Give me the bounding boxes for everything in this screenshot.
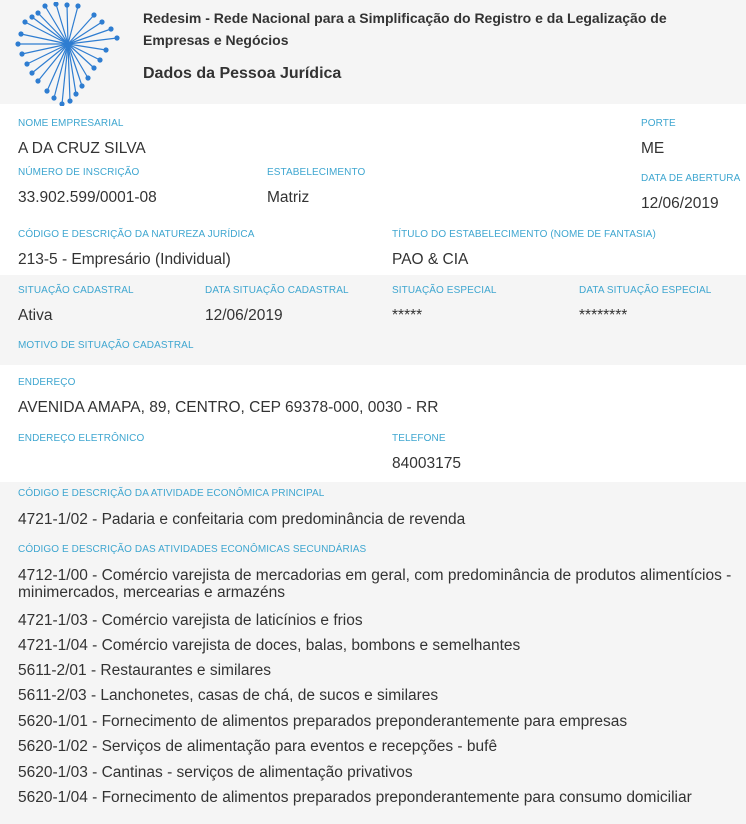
label-motivo-situacao: MOTIVO DE SITUAÇÃO CADASTRAL xyxy=(18,340,194,351)
list-item: 5611-2/03 - Lanchonetes, casas de chá, de sucos e similares xyxy=(18,687,439,704)
value-porte: ME xyxy=(641,140,665,157)
value-numero-inscricao: 33.902.599/0001-08 xyxy=(18,189,157,206)
list-item: 4721-1/04 - Comércio varejista de doces, balas, bombons e semelhantes xyxy=(18,637,521,654)
label-endereco-eletronico: ENDEREÇO ELETRÔNICO xyxy=(18,433,145,444)
label-numero-inscricao: NÚMERO DE INSCRIÇÃO xyxy=(18,167,140,178)
label-data-situacao-cadastral: DATA SITUAÇÃO CADASTRAL xyxy=(205,285,349,296)
label-porte: PORTE xyxy=(641,118,676,129)
value-situacao-especial: ***** xyxy=(392,307,423,324)
value-telefone: 84003175 xyxy=(392,455,461,472)
label-endereco: ENDEREÇO xyxy=(18,377,76,388)
list-item: 5620-1/02 - Serviços de alimentação para eventos e recepções - bufê xyxy=(18,738,498,755)
value-titulo-estabelecimento: PAO & CIA xyxy=(392,251,469,268)
label-telefone: TELEFONE xyxy=(392,433,446,444)
label-nome-empresarial: NOME EMPRESARIAL xyxy=(18,118,124,129)
header-title: Redesim - Rede Nacional para a Simplificação do Registro e da Legalização de Empresas e Negócios xyxy=(143,10,667,48)
label-atividade-principal: CÓDIGO E DESCRIÇÃO DA ATIVIDADE ECONÔMICA PRINCIPAL xyxy=(18,488,325,499)
label-situacao-especial: SITUAÇÃO ESPECIAL xyxy=(392,285,497,296)
value-data-abertura: 12/06/2019 xyxy=(641,195,719,212)
value-data-situacao-especial: ******** xyxy=(579,307,628,324)
list-item: 4712-1/00 - Comércio varejista de mercadorias em geral, com predominância de produtos alimentícios - minimercados, mercearias e armazéns xyxy=(18,567,732,601)
label-data-abertura: DATA DE ABERTURA xyxy=(641,173,741,184)
value-data-situacao-cadastral: 12/06/2019 xyxy=(205,307,283,324)
value-atividade-principal: 4721-1/02 - Padaria e confeitaria com predominância de revenda xyxy=(18,511,466,528)
page-header xyxy=(0,0,746,104)
value-estabelecimento: Matriz xyxy=(267,189,310,206)
list-item: 5611-2/01 - Restaurantes e similares xyxy=(18,662,272,679)
list-item: 5620-1/03 - Cantinas - serviços de alimentação privativos xyxy=(18,764,413,781)
label-titulo-estabelecimento: TÍTULO DO ESTABELECIMENTO (NOME DE FANTASIA) xyxy=(392,229,656,240)
value-natureza-juridica: 213-5 - Empresário (Individual) xyxy=(18,251,231,268)
value-situacao-cadastral: Ativa xyxy=(18,307,53,324)
header-subtitle: Dados da Pessoa Jurídica xyxy=(143,65,342,82)
list-item: 4721-1/03 - Comércio varejista de laticínios e frios xyxy=(18,612,363,629)
list-item: 5620-1/01 - Fornecimento de alimentos preparados preponderantemente para empresas xyxy=(18,713,628,730)
value-nome-empresarial: A DA CRUZ SILVA xyxy=(18,140,146,157)
label-estabelecimento: ESTABELECIMENTO xyxy=(267,167,366,178)
label-data-situacao-especial: DATA SITUAÇÃO ESPECIAL xyxy=(579,285,712,296)
label-situacao-cadastral: SITUAÇÃO CADASTRAL xyxy=(18,285,134,296)
redesim-logo xyxy=(14,2,122,106)
label-natureza-juridica: CÓDIGO E DESCRIÇÃO DA NATUREZA JURÍDICA xyxy=(18,229,255,240)
list-item: 5620-1/04 - Fornecimento de alimentos preparados preponderantemente para consumo domiciliar xyxy=(18,789,692,806)
value-endereco: AVENIDA AMAPA, 89, CENTRO, CEP 69378-000, 0030 - RR xyxy=(18,399,439,416)
label-atividades-secundarias: CÓDIGO E DESCRIÇÃO DAS ATIVIDADES ECONÔMICAS SECUNDÁRIAS xyxy=(18,544,367,555)
